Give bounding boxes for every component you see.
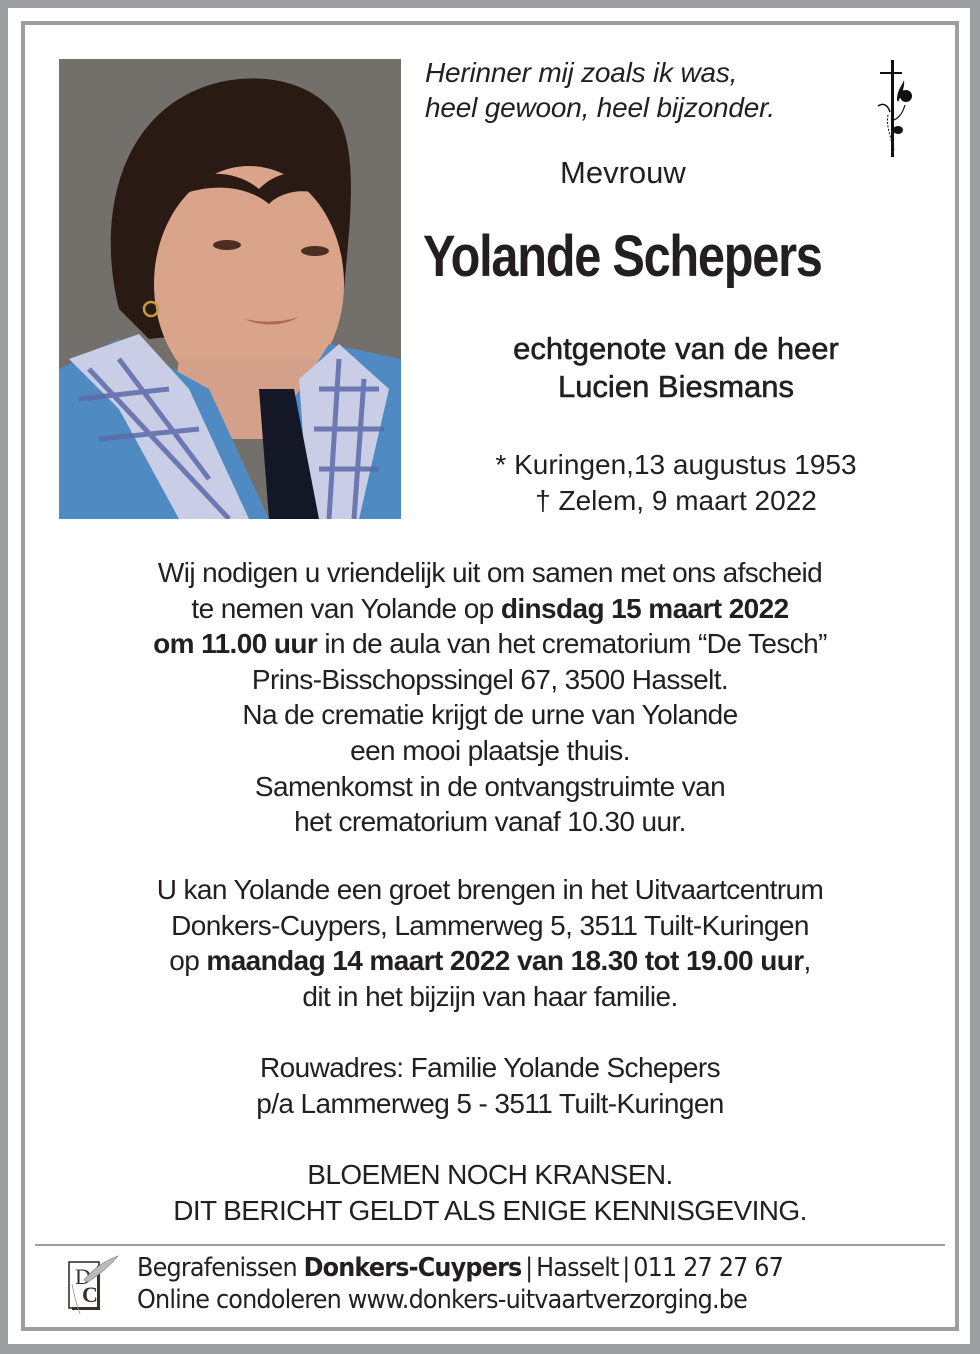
text-line: Samenkomst in de ontvangstruimte van [254, 770, 726, 802]
text-span: in de aula van het crematorium “De Tesch” [317, 628, 827, 660]
text-span: te nemen van Yolande op [191, 592, 501, 624]
death-date: † Zelem, 9 maart 2022 [535, 485, 817, 516]
condolence-website-link[interactable]: www.donkers-uitvaartverzorging.be [347, 1285, 748, 1315]
funeral-home-phone[interactable]: 011 27 27 67 [633, 1253, 784, 1283]
quote-line: Herinner mij zoals ik was, [425, 57, 738, 88]
text-line [40, 591, 940, 627]
text-line: Wij nodigen u vriendelijk uit om samen met ons afscheid [157, 557, 823, 588]
spouse-info [420, 330, 932, 406]
divider-pipe: | [622, 1253, 630, 1283]
text-line: dit in het bijzijn van haar familie. [302, 980, 678, 1012]
footer-line-2 [137, 1284, 783, 1316]
text-line: Rouwadres: Familie Yolande Schepers [260, 1052, 720, 1083]
text-line: U kan Yolande een groet brengen in het Uitvaartcentrum [156, 874, 824, 905]
mourning-address [40, 1050, 940, 1121]
quote-line: heel gewoon, heel bijzonder. [425, 92, 775, 123]
svg-text:C: C [82, 1282, 98, 1307]
text-line: een mooi plaatsje thuis. [350, 734, 630, 766]
text-line: Donkers-Cuypers, Lammerweg 5, 3511 Tuilt-Kuringen [171, 909, 809, 941]
footer-divider [35, 1244, 945, 1246]
ceremony-address: Prins-Bisschopssingel 67, 3500 Hasselt. [251, 663, 729, 695]
text-line: Na de crematie krijgt de urne van Yolande [242, 699, 738, 731]
text-line: p/a Lammerweg 5 - 3511 Tuilt-Kuringen [256, 1087, 724, 1119]
text-span: op [169, 945, 207, 977]
text-line: BLOEMEN NOCH KRANSEN. [307, 1159, 673, 1190]
deceased-name: Yolande Schepers [423, 224, 822, 289]
title-prefix: Mevrouw [560, 155, 686, 190]
ceremony-date: dinsdag 15 maart 2022 [500, 592, 789, 624]
funeral-home-info [137, 1252, 783, 1316]
text-line: DIT BERICHT GELDT ALS ENIGE KENNISGEVING. [173, 1194, 807, 1226]
text-line [40, 943, 940, 979]
text-line [40, 626, 940, 662]
donkers-cuypers-logo-icon [66, 1254, 122, 1314]
text-span: Begrafenissen [137, 1253, 304, 1283]
footer-line-1 [137, 1252, 783, 1284]
spouse-relation: echtgenote van de heer [513, 331, 839, 366]
visitation-datetime: maandag 14 maart 2022 van 18.30 tot 19.00 uur [206, 945, 804, 977]
cross-with-rose-icon [872, 60, 922, 160]
funeral-home-city: Hasselt [536, 1253, 619, 1283]
birth-date: * Kuringen,13 augustus 1953 [495, 449, 857, 480]
text-span: Online condoleren [137, 1285, 348, 1315]
closing-notice [40, 1157, 940, 1228]
memorial-quote [425, 55, 775, 125]
svg-text:D: D [75, 1264, 91, 1289]
life-dates [420, 447, 932, 519]
text-span: , [803, 945, 811, 977]
ceremony-time: om 11.00 uur [153, 628, 318, 660]
ceremony-paragraph [40, 555, 940, 840]
divider-pipe: | [525, 1253, 533, 1283]
visitation-paragraph [40, 872, 940, 1014]
text-line: het crematorium vanaf 10.30 uur. [294, 806, 686, 838]
funeral-home-name: Donkers-Cuypers [303, 1253, 522, 1283]
portrait-photo [59, 59, 401, 519]
spouse-name: Lucien Biesmans [557, 369, 795, 404]
